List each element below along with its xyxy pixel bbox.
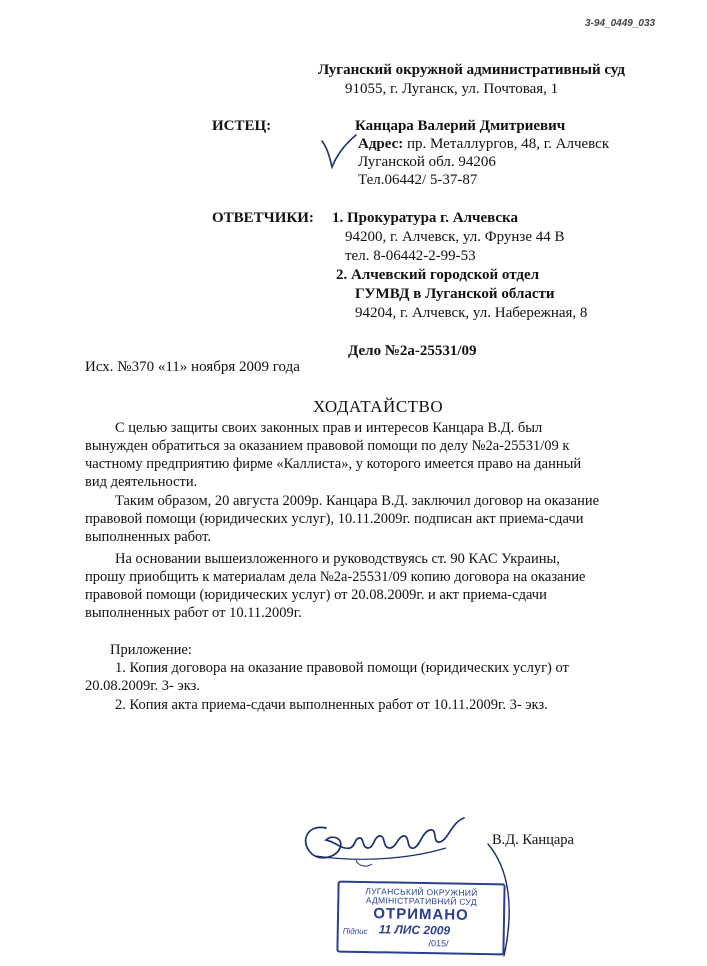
check-mark-icon	[320, 133, 358, 171]
paragraph-3-line-3: правовой помощи (юридических услуг) от 20.08.2009г. и акт приема-сдачи	[85, 587, 547, 603]
defendant-2-name-line2: ГУМВД в Луганской области	[355, 286, 555, 302]
plaintiff-name: Канцара Валерий Дмитриевич	[355, 118, 566, 134]
paragraph-2-line-1: Таким образом, 20 августа 2009р. Канцара В.Д. заключил договор на оказание	[115, 493, 600, 509]
address-text: пр. Металлургов, 48, г. Алчевск	[407, 136, 610, 152]
defendant-1-phone: тел. 8-06442-2-99-53	[345, 248, 476, 264]
appendix-item-1-line-1: 1. Копия договора на оказание правовой помощи (юридических услуг) от	[115, 660, 569, 676]
stamp-received: ОТРИМАНО	[373, 905, 469, 924]
appendix-item-2: 2. Копия акта приема-сдачи выполненных работ от 10.11.2009г. 3- экз.	[115, 697, 548, 713]
paragraph-1-line-1: С целью защиты своих законных прав и интересов Канцара В.Д. был	[115, 420, 543, 436]
pen-stroke-image	[470, 840, 530, 960]
paragraph-3-line-1: На основании вышеизложенного и руководствуясь ст. 90 КАС Украины,	[115, 551, 560, 567]
paragraph-2-line-3: выполненных работ.	[85, 529, 211, 545]
document-id: 3-94_0449_033	[585, 18, 656, 29]
appendix-label: Приложение:	[110, 642, 192, 658]
paragraph-2-line-2: правовой помощи (юридических услуг), 10.11.2009г. подписан акт приема-сдачи	[85, 511, 584, 527]
stamp-line-1: ЛУГАНСЬКИЙ ОКРУЖНИЙ	[365, 886, 478, 898]
paragraph-3-line-2: прошу приобщить к материалам дела №2а-25531/09 копию договора на оказание	[85, 569, 586, 585]
plaintiff-address-line1	[358, 136, 609, 153]
document-title: ХОДАТАЙСТВО	[313, 397, 444, 416]
defendants-label: ОТВЕТЧИКИ:	[212, 210, 314, 226]
plaintiff-address-line2: Луганской обл. 94206	[358, 154, 496, 170]
case-number: Дело №2а-25531/09	[348, 343, 477, 359]
defendant-2-name-line1: 2. Алчевский городской отдел	[336, 267, 540, 283]
signatory-name: В.Д. Канцара	[492, 832, 574, 848]
stamp-date: 11 ЛИС 2009	[378, 922, 451, 938]
paragraph-3-line-4: выполненных работ от 10.11.2009г.	[85, 605, 302, 621]
outgoing-number: Исх. №370 «11» ноября 2009 года	[85, 359, 300, 375]
paragraph-1-line-2: вынужден обратиться за оказанием правовой помощи по делу №2а-25531/09 к	[85, 438, 570, 454]
plaintiff-label: ИСТЕЦ:	[212, 118, 272, 134]
stamp-signature-label: Підпис	[342, 926, 368, 937]
stamp-number: /015/	[428, 938, 449, 949]
paragraph-1-line-4: вид деятельности.	[85, 474, 198, 490]
address-label: Адрес:	[358, 136, 404, 152]
stamp-line-2: АДМІНІСТРАТИВНИЙ СУД	[365, 895, 477, 907]
paragraph-1-line-3: частному предприятию фирме «Каллиста», у которого имеется право на данный	[85, 456, 582, 472]
defendant-1-address: 94200, г. Алчевск, ул. Фрунзе 44 В	[345, 229, 565, 245]
defendant-2-address: 94204, г. Алчевск, ул. Набережная, 8	[355, 305, 588, 321]
defendant-1-name: 1. Прокуратура г. Алчевска	[332, 210, 518, 226]
appendix-item-1-line-2: 20.08.2009г. 3- экз.	[85, 678, 200, 694]
plaintiff-phone: Тел.06442/ 5-37-87	[358, 172, 478, 188]
court-address: 91055, г. Луганск, ул. Почтовая, 1	[345, 81, 559, 97]
court-name: Луганский окружной административный суд	[318, 62, 625, 78]
signature-image	[296, 808, 476, 870]
